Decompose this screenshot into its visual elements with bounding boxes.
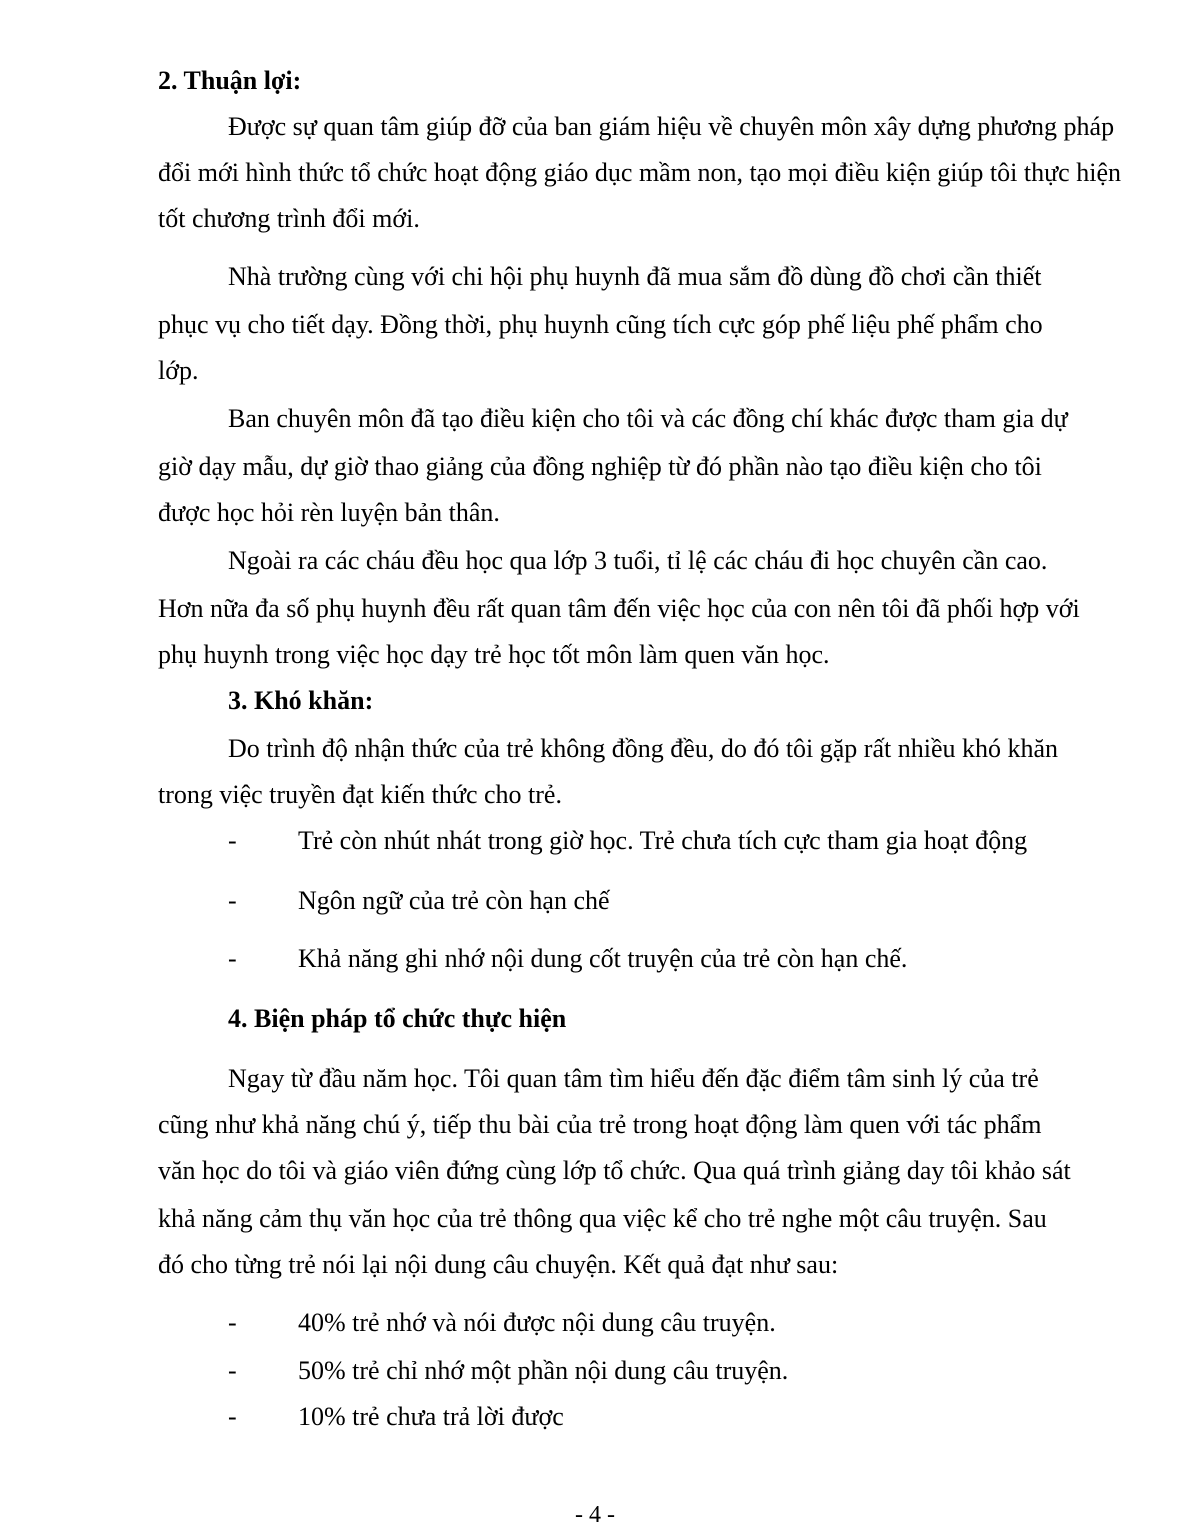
section-3-bullet-3: - [228,944,237,973]
section-2-p3-line3: được học hỏi rèn luyện bản thân. [158,498,500,527]
section-3-item-1: Trẻ còn nhút nhát trong giờ học. Trẻ chưa tích cực tham gia hoạt động [298,826,1028,855]
section-2-p1-line2: đổi mới hình thức tổ chức hoạt động giáo dục mầm non, tạo mọi điều kiện giúp tôi thực hiện [158,158,1121,187]
section-2-p2-line3: lớp. [158,356,199,385]
section-2-p3-line1: Ban chuyên môn đã tạo điều kiện cho tôi và các đồng chí khác được tham gia dự [228,404,1068,433]
section-4-bullet-1: - [228,1308,237,1337]
section-3-p1-line2: trong việc truyền đạt kiến thức cho trẻ. [158,780,562,809]
section-4-item-2: 50% trẻ chỉ nhớ một phần nội dung câu truyện. [298,1356,789,1385]
section-2-p2-line1: Nhà trường cùng với chi hội phụ huynh đã mua sắm đồ dùng đồ chơi cần thiết [228,262,1042,291]
section-2-heading: 2. Thuận lợi: [158,66,302,95]
section-4-p1-line5: đó cho từng trẻ nói lại nội dung câu chuyện. Kết quả đạt như sau: [158,1250,839,1279]
section-3-item-3: Khả năng ghi nhớ nội dung cốt truyện của trẻ còn hạn chế. [298,944,908,973]
section-4-p1-line2: cũng như khả năng chú ý, tiếp thu bài của trẻ trong hoạt động làm quen với tác phẩm [158,1110,1042,1139]
section-3-p1-line1: Do trình độ nhận thức của trẻ không đồng đều, do đó tôi gặp rất nhiều khó khăn [228,734,1059,763]
section-3-heading: 3. Khó khăn: [228,686,374,715]
section-4-p1-line4: khả năng cảm thụ văn học của trẻ thông qua việc kể cho trẻ nghe một câu truyện. Sau [158,1204,1047,1233]
section-3-item-2: Ngôn ngữ của trẻ còn hạn chế [298,886,610,915]
section-4-p1-line3: văn học do tôi và giáo viên đứng cùng lớp tổ chức. Qua quá trình giảng day tôi khảo sát [158,1156,1071,1185]
section-2-p3-line2: giờ dạy mẫu, dự giờ thao giảng của đồng nghiệp từ đó phần nào tạo điều kiện cho tôi [158,452,1042,481]
section-4-item-1: 40% trẻ nhớ và nói được nội dung câu truyện. [298,1308,776,1337]
section-4-bullet-3: - [228,1402,237,1431]
section-2-p4-line1: Ngoài ra các cháu đều học qua lớp 3 tuổi, tỉ lệ các cháu đi học chuyên cần cao. [228,546,1048,575]
section-2-p2-line2: phục vụ cho tiết dạy. Đồng thời, phụ huynh cũng tích cực góp phế liệu phế phẩm cho [158,310,1043,339]
section-4-heading: 4. Biện pháp tổ chức thực hiện [228,1004,567,1033]
page-number: - 4 - [575,1502,615,1528]
section-4-bullet-2: - [228,1356,237,1385]
section-2-p1-line3: tốt chương trình đổi mới. [158,204,420,233]
section-2-p1-line1: Được sự quan tâm giúp đỡ của ban giám hiệu về chuyên môn xây dựng phương pháp [228,112,1115,141]
section-2-p4-line3: phụ huynh trong việc học dạy trẻ học tốt môn làm quen văn học. [158,640,830,669]
section-4-p1-line1: Ngay từ đầu năm học. Tôi quan tâm tìm hiểu đến đặc điểm tâm sinh lý của trẻ [228,1064,1039,1093]
section-4-item-3: 10% trẻ chưa trả lời được [298,1402,564,1431]
section-2-p4-line2: Hơn nữa đa số phụ huynh đều rất quan tâm đến việc học của con nên tôi đã phối hợp với [158,594,1080,623]
section-3-bullet-1: - [228,826,237,855]
section-3-bullet-2: - [228,886,237,915]
